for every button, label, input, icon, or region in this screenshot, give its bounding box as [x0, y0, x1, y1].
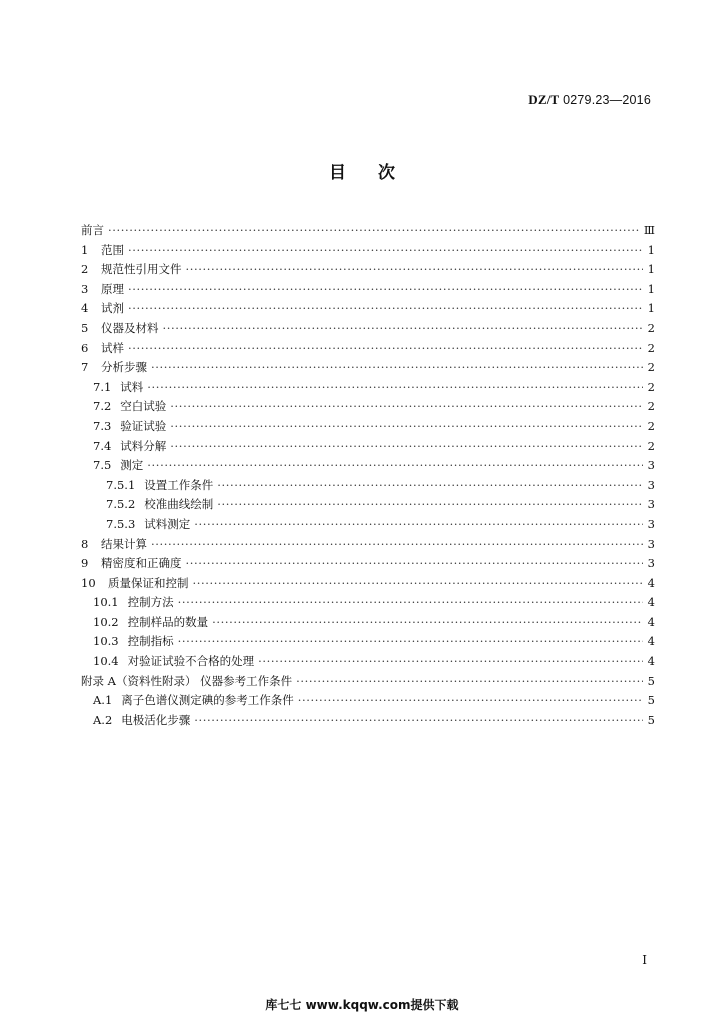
toc-entry-number: 1 — [81, 242, 89, 257]
toc-entry[interactable] — [81, 691, 655, 711]
toc-entry-page: 2 — [647, 438, 655, 453]
dot-leader — [194, 711, 643, 731]
toc-entry-label: 电极活化步骤 — [121, 712, 191, 727]
toc-entry-page: 5 — [647, 693, 655, 708]
toc-entry-label: 精密度和正确度 — [101, 556, 182, 571]
toc-entry-label: 对验证试验不合格的处理 — [127, 654, 255, 669]
dot-leader — [170, 417, 643, 437]
toc-entry-number: 7.4 — [93, 438, 112, 453]
toc-entry-number: 7.5.2 — [106, 497, 136, 512]
toc-entry-label: 前言 — [81, 223, 104, 237]
toc-entry-label: 范围 — [101, 242, 124, 257]
dot-leader — [186, 260, 644, 280]
dot-leader — [178, 632, 643, 652]
toc-entry-number: 9 — [81, 556, 89, 571]
toc-entry-page: 4 — [647, 634, 655, 649]
toc-entry[interactable] — [81, 358, 655, 378]
toc-entry-number: 7.3 — [93, 418, 112, 433]
toc-entry[interactable] — [81, 339, 655, 359]
toc-entry[interactable] — [81, 515, 655, 535]
toc-entry-number: 2 — [81, 262, 89, 277]
toc-entry[interactable] — [81, 417, 655, 437]
toc-entry-page: 5 — [647, 673, 655, 688]
toc-entry-page: 4 — [647, 595, 655, 610]
toc-entry-number: 6 — [81, 340, 89, 355]
toc-entry-page: 3 — [647, 497, 655, 512]
toc-entry-label: 试料分解 — [120, 438, 167, 453]
page-title: 目次 — [329, 163, 427, 183]
toc-entry-label: 试剂 — [101, 301, 124, 316]
toc-entry-number: A.2 — [93, 712, 113, 727]
toc-entry-label: 分析步骤 — [101, 360, 147, 375]
toc-entry[interactable] — [81, 397, 655, 417]
toc-entry-number: 10 — [81, 575, 96, 590]
dot-leader — [217, 495, 643, 515]
toc-entry-page: 3 — [647, 516, 655, 531]
toc-entry[interactable] — [81, 260, 655, 280]
toc-entry-number: 7.5.3 — [106, 516, 136, 531]
toc-entry-label: 结果计算 — [101, 536, 147, 551]
dot-leader — [128, 280, 643, 300]
toc-entry-label: 控制样品的数量 — [127, 614, 209, 629]
dot-leader — [217, 476, 643, 496]
dot-leader — [170, 397, 643, 417]
toc-entry[interactable] — [81, 221, 655, 241]
toc-entry[interactable] — [81, 574, 655, 594]
toc-entry-number: 7 — [81, 360, 89, 375]
toc-entry-label: 设置工作条件 — [144, 477, 214, 492]
toc-entry-page: Ⅲ — [643, 223, 655, 237]
toc-entry[interactable] — [81, 495, 655, 515]
standard-prefix: DZ/T — [528, 92, 560, 107]
toc-entry-label: 质量保证和控制 — [108, 575, 189, 590]
dot-leader — [163, 319, 644, 339]
toc-entry-page: 2 — [647, 379, 655, 394]
toc-entry-number: 7.5 — [93, 458, 112, 473]
toc-entry-number: 7.1 — [93, 379, 112, 394]
toc-entry[interactable] — [81, 652, 655, 672]
toc-entry-label: 试料 — [120, 379, 144, 394]
toc-entry-label: 试料测定 — [144, 516, 191, 531]
dot-leader — [128, 241, 643, 261]
toc-entry-number: 10.1 — [93, 595, 119, 610]
toc-entry-number: 4 — [81, 301, 89, 316]
toc-entry-page: 3 — [647, 477, 655, 492]
toc-entry-page: 1 — [647, 281, 655, 296]
toc-entry-page: 2 — [647, 360, 655, 375]
toc-entry-page: 3 — [647, 536, 655, 551]
toc-entry-page: 5 — [647, 712, 655, 727]
toc-entry[interactable] — [81, 437, 655, 457]
toc-entry-number: 10.2 — [93, 614, 119, 629]
toc-entry-number: 3 — [81, 281, 89, 296]
toc-entry-label: 规范性引用文件 — [101, 262, 182, 277]
toc-entry[interactable] — [81, 319, 655, 339]
toc-entry-label: 原理 — [101, 281, 124, 296]
toc-entry-page: 4 — [647, 614, 655, 629]
toc-entry-page: 2 — [647, 320, 655, 335]
toc-entry-label: 控制方法 — [127, 595, 174, 610]
toc-entry-page: 4 — [647, 575, 655, 590]
toc-entry[interactable] — [81, 456, 655, 476]
standard-number: 0279.23—2016 — [563, 93, 651, 107]
standard-code — [528, 92, 651, 108]
dot-leader — [194, 515, 643, 535]
toc-entry-page: 3 — [647, 556, 655, 571]
dot-leader — [298, 691, 643, 711]
dot-leader — [151, 358, 643, 378]
toc-entry-label: 测定 — [120, 458, 144, 473]
toc-entry-page: 1 — [647, 242, 655, 257]
toc-entry-page: 2 — [647, 399, 655, 414]
toc-entry[interactable] — [81, 476, 655, 496]
toc-entry[interactable] — [81, 280, 655, 300]
toc-entry[interactable] — [81, 613, 655, 633]
dot-leader — [128, 339, 643, 359]
dot-leader — [147, 456, 643, 476]
download-footer: 库七七 www.kqqw.com提供下载 — [265, 998, 459, 1012]
dot-leader — [193, 574, 644, 594]
toc-entry[interactable] — [81, 672, 655, 692]
toc-entry-page: 1 — [647, 262, 655, 277]
toc-entry-label: 控制指标 — [127, 634, 174, 649]
toc-entry-number: A.1 — [93, 693, 113, 708]
toc-entry-number: 10.4 — [93, 654, 119, 669]
toc-entry-number: 7.2 — [93, 399, 112, 414]
toc-entry-label: 附录 A（资料性附录） 仪器参考工作条件 — [81, 673, 293, 688]
toc-entry[interactable] — [81, 378, 655, 398]
dot-leader — [186, 554, 644, 574]
dot-leader — [147, 378, 643, 398]
toc-entry-number: 8 — [81, 536, 89, 551]
toc-entry-number: 5 — [81, 320, 89, 335]
toc-entry[interactable] — [81, 593, 655, 613]
toc-entry-label: 校准曲线绘制 — [144, 497, 214, 512]
toc-entry[interactable] — [81, 554, 655, 574]
toc-entry[interactable] — [81, 299, 655, 319]
toc-entry-page: 3 — [647, 458, 655, 473]
dot-leader — [212, 613, 643, 633]
dot-leader — [170, 437, 643, 457]
dot-leader — [258, 652, 643, 672]
dot-leader — [151, 535, 643, 555]
toc-entry[interactable] — [81, 632, 655, 652]
toc-entry-number: 10.3 — [93, 634, 119, 649]
toc-entry[interactable] — [81, 535, 655, 555]
dot-leader — [296, 672, 643, 692]
toc-entry-page: 1 — [647, 301, 655, 316]
toc-entry-label: 仪器及材料 — [101, 320, 159, 335]
toc-entry-label: 验证试验 — [120, 418, 167, 433]
dot-leader — [108, 221, 640, 241]
dot-leader — [178, 593, 643, 613]
toc-entry-label: 试样 — [101, 340, 124, 355]
toc-entry[interactable] — [81, 241, 655, 261]
toc-entry-label: 空白试验 — [120, 399, 167, 414]
toc-entry-page: 2 — [647, 418, 655, 433]
page-folio: Ⅰ — [642, 953, 647, 967]
toc-entry-number: 7.5.1 — [106, 477, 136, 492]
toc-entry-page: 4 — [647, 654, 655, 669]
toc-entry-label: 离子色谱仪测定碘的参考工作条件 — [121, 693, 294, 708]
toc-entry-page: 2 — [647, 340, 655, 355]
table-of-contents — [81, 221, 655, 730]
toc-entry[interactable] — [81, 711, 655, 731]
dot-leader — [128, 299, 643, 319]
